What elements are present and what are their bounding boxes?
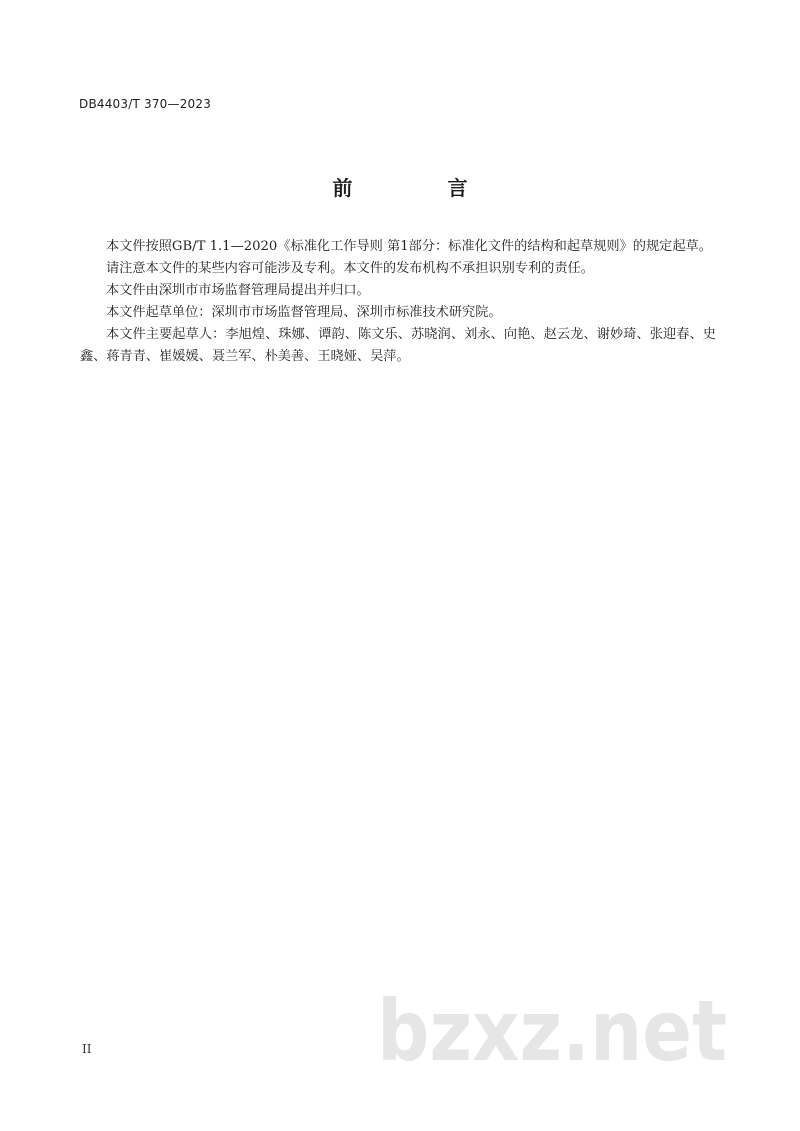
watermark-logo xyxy=(372,978,732,1078)
watermark-text: bzxz.net xyxy=(377,982,727,1080)
paragraph-proposer: 本文件由深圳市市场监督管理局提出并归口。 xyxy=(106,283,370,298)
page-title: 前 言 xyxy=(332,176,512,200)
paragraph-drafting-rules: 本文件按照GB/T 1.1—2020《标准化工作导则 第1部分：标准化文件的结构和起草规则》的规定起草。 xyxy=(106,239,712,254)
paragraph-patent-notice: 请注意本文件的某些内容可能涉及专利。本文件的发布机构不承担识别专利的责任。 xyxy=(106,261,594,276)
paragraph-drafting-units: 本文件起草单位：深圳市市场监督管理局、深圳市标准技术研究院。 xyxy=(106,305,502,320)
document-code: DB4403/T 370—2023 xyxy=(79,97,212,111)
foreword-body xyxy=(80,236,716,368)
paragraph-drafters: 本文件主要起草人：李旭煌、珠娜、谭韵、陈文乐、苏晓润、刘永、向艳、赵云龙、谢妙琦、张迎春、史鑫、蒋青青、崔媛媛、聂兰军、朴美善、王晓娅、吴萍。 xyxy=(80,327,716,364)
page-number: II xyxy=(82,1042,92,1056)
